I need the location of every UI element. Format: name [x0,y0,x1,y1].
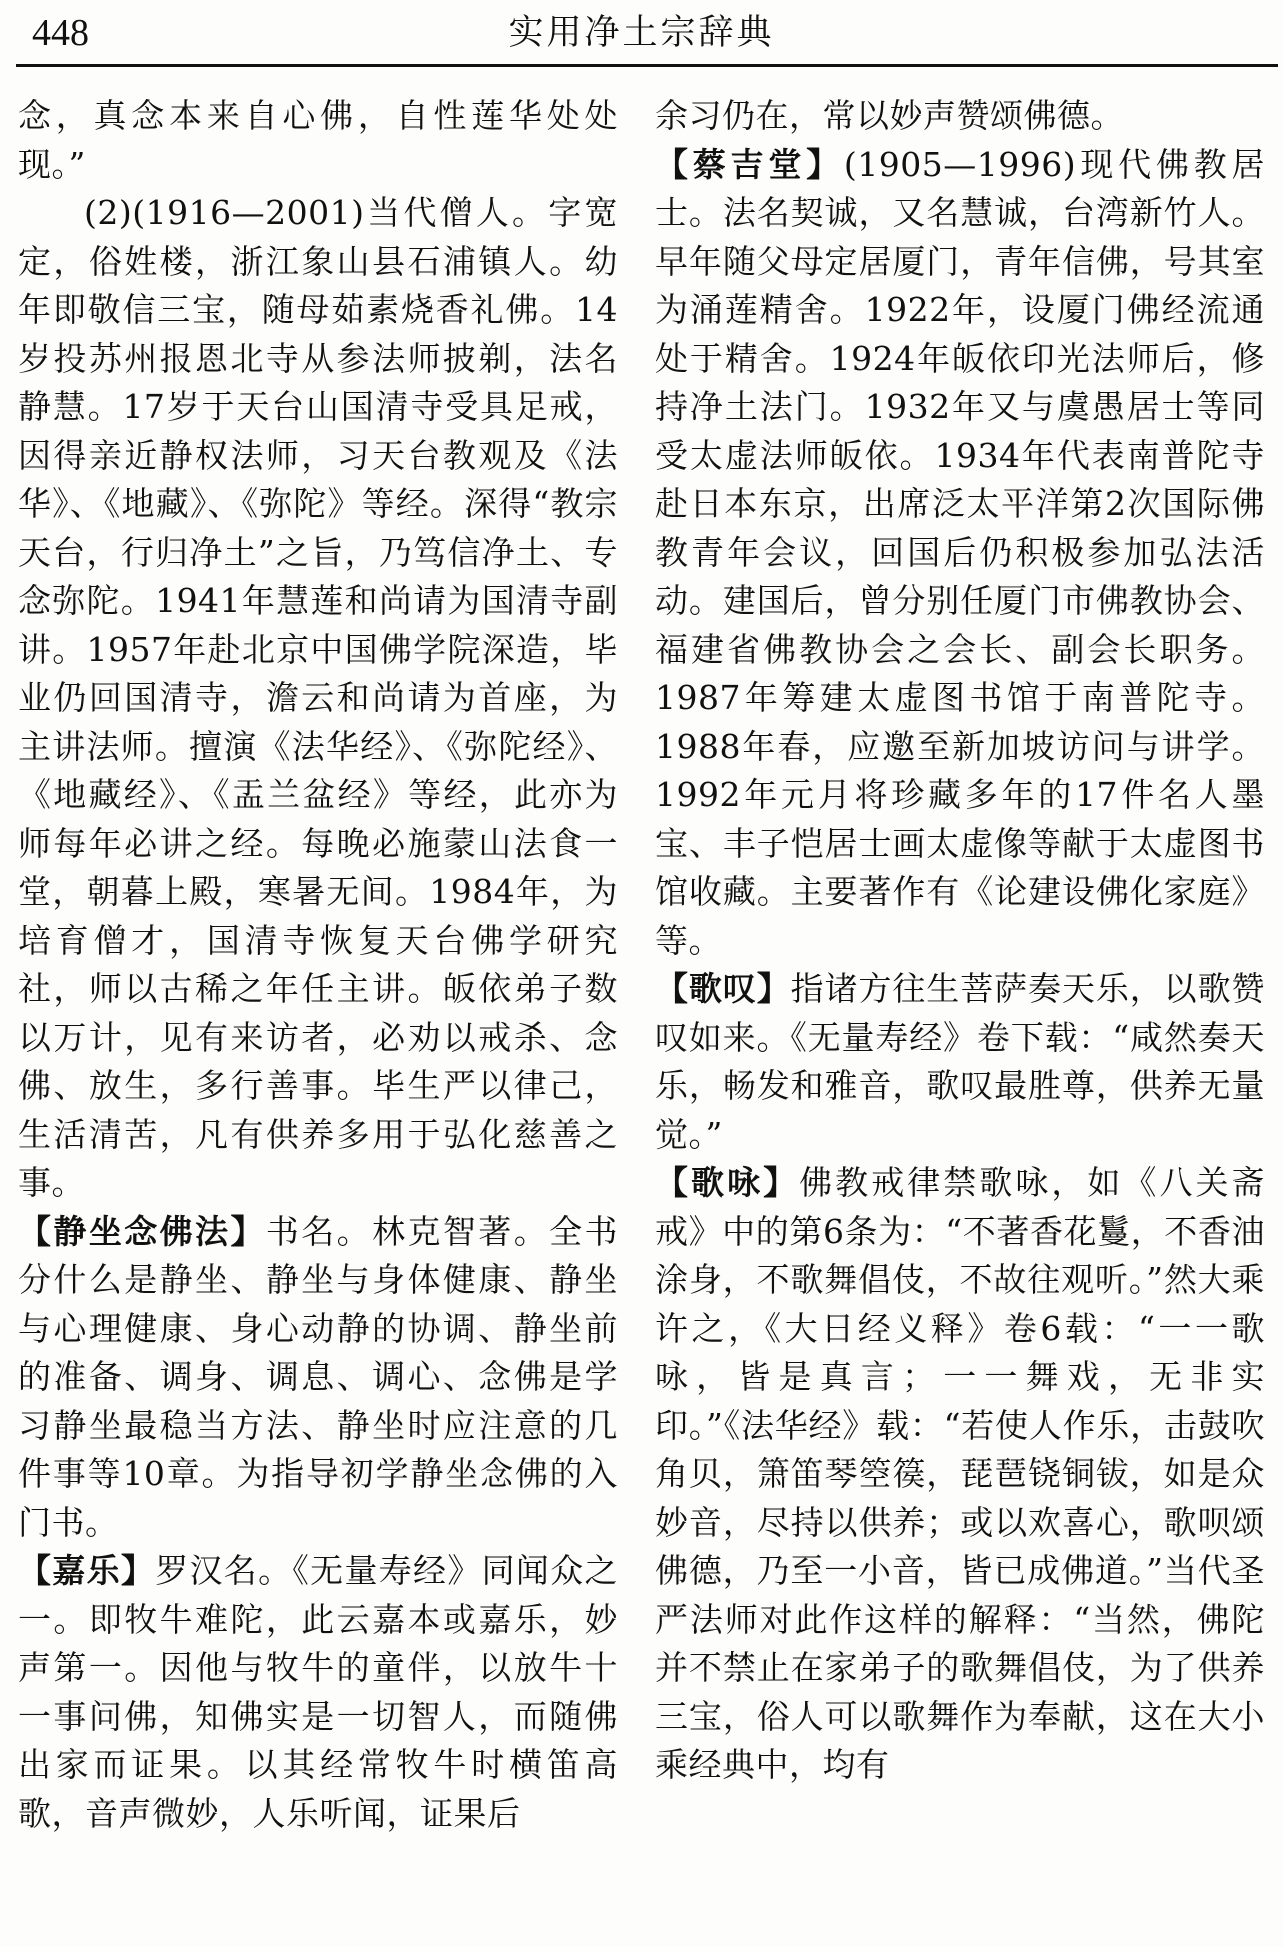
entry-headword: 【歌叹】 [655,969,791,1008]
running-title: 实用净土宗辞典 [508,13,775,53]
entry-jiale-continued [655,92,1265,141]
entry-text: 余习仍在，常以妙声赞颂佛德。 [655,96,1124,135]
entry-headword: 【歌咏】 [655,1163,800,1202]
entry-text: 念，真念本来自心佛，自性莲华处处现。” [18,96,618,184]
entry-jingzuo-nianfo-fa [18,1208,618,1548]
left-column [18,92,618,1838]
entry-headword: 【静坐念佛法】 [18,1211,266,1251]
entry-jinghui-sense-2 [18,189,618,1208]
page-number: 448 [32,12,89,54]
entry-jiale [18,1547,618,1838]
continued-entry-text [18,92,618,189]
entry-cai-jitang [655,141,1265,966]
entry-text: 指诸方往生菩萨奏天乐，以歌赞叹如来。《无量寿经》卷下载：“咸然奏天乐，畅发和雅音，歌叹最胜尊，供养无量觉。” [655,969,1266,1154]
entry-headword: 【嘉乐】 [18,1551,156,1590]
entry-text: (1905—1996)现代佛教居士。法名契诚，又名慧诚，台湾新竹人。早年随父母定居厦门，青年信佛，号其室为涌莲精舍。1922年，设厦门佛经流通处于精舍。1924年皈依印光法师后，修持净土法门。1932年又与虞愚居士等同受太虚法师皈依。1934年代表南普陀寺赴日本东京，出席泛太平洋第2次国际佛教青年会议，回国后仍积极参加弘法活动。建国后，曾分别任厦门市佛教协会、福建省佛教协会之会长、副会长职务。1987年筹建太虚图书馆于南普陀寺。1988年春，应邀至新加坡访问与讲学。1992年元月将珍藏多年的17件名人墨宝、丰子恺居士画太虚像等献于太虚图书馆收藏。主要著作有《论建设佛化家庭》等。 [655,144,1265,960]
entry-getan [655,965,1265,1159]
entry-geyong [655,1159,1265,1790]
entry-text: 佛教戒律禁歌咏，如《八关斋戒》中的第6条为：“不著香花鬘，不香油涂身，不歌舞倡伎，不故往观听。”然大乘许之，《大日经义释》卷6载：“一一歌咏，皆是真言；一一舞戏，无非实印。”《法华经》载：“若使人作乐，击鼓吹角贝，箫笛琴箜篌，琵琶铙铜钹，如是众妙音，尽持以供养；或以欢喜心，歌呗颂佛德，乃至一小音，皆已成佛道。”当代圣严法师对此作这样的解释：“当然，佛陀并不禁止在家弟子的歌舞倡伎，为了供养三宝，俗人可以歌舞作为奉献，这在大小乘经典中，均有 [655,1163,1265,1784]
header-rule [16,64,1278,67]
entry-headword: 【蔡吉堂】 [655,144,844,184]
entry-text: 罗汉名。《无量寿经》同闻众之一。即牧牛难陀，此云嘉本或嘉乐，妙声第一。因他与牧牛的童伴，以放牛十一事问佛，知佛实是一切智人，而随佛出家而证果。以其经常牧牛时横笛高歌，音声微妙，人乐听闻，证果后 [18,1551,619,1833]
entry-text: 书名。林克智著。全书分什么是静坐、静坐与身体健康、静坐与心理健康、身心动静的协调、静坐前的准备、调身、调息、调心、念佛是学习静坐最稳当方法、静坐时应注意的几件事等10章。为指导初学静坐念佛的入门书。 [18,1211,618,1542]
entry-text: (2)(1916—2001)当代僧人。字宽定，俗姓楼，浙江象山县石浦镇人。幼年即敬信三宝，随母茹素烧香礼佛。14岁投苏州报恩北寺从参法师披剃，法名静慧。17岁于天台山国清寺受具足戒，因得亲近静权法师，习天台教观及《法华》、《地藏》、《弥陀》等经。深得“教宗天台，行归净土”之旨，乃笃信净土、专念弥陀。1941年慧莲和尚请为国清寺副讲。1957年赴北京中国佛学院深造，毕业仍回国清寺，澹云和尚请为首座，为主讲法师。擅演《法华经》、《弥陀经》、《地藏经》、《盂兰盆经》等经，此亦为师每年必讲之经。每晚必施蒙山法食一堂，朝暮上殿，寒暑无间。1984年，为培育僧才，国清寺恢复天台佛学研究社，师以古稀之年任主讲。皈依弟子数以万计，见有来访者，必劝以戒杀、念佛、放生，多行善事。毕生严以律己，生活清苦，凡有供养多用于弘化慈善之事。 [18,193,618,1202]
right-column [655,92,1265,1790]
